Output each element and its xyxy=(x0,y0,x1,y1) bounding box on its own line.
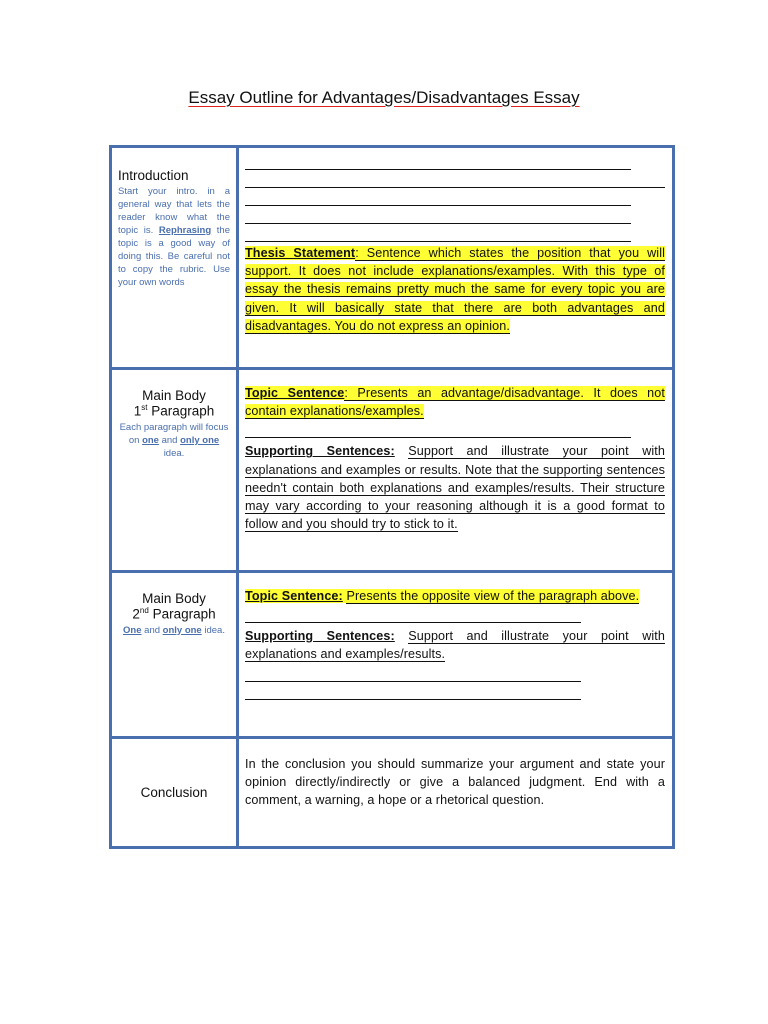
supporting-sentences-2 xyxy=(245,627,665,663)
main-body-1-note-and: and xyxy=(161,434,178,446)
topic-sentence-2-text: Presents the opposite view of the paragraph above. xyxy=(346,589,640,603)
only-one-link: only one xyxy=(162,624,202,636)
thesis-label: Thesis Statement xyxy=(245,246,356,260)
writing-line[interactable] xyxy=(245,152,631,170)
page-title: Essay Outline for Advantages/Disadvantages Essay xyxy=(188,88,580,107)
supporting-sentences-1-label: Supporting Sentences: xyxy=(245,444,395,459)
writing-line[interactable] xyxy=(245,664,581,682)
topic-sentence-2 xyxy=(245,587,665,605)
main-body-1-content-cell xyxy=(238,369,674,572)
main-body-1-label-cell xyxy=(111,369,238,572)
conclusion-label-cell xyxy=(111,738,238,848)
topic-sentence-1-text: : Presents an advantage/disadvantage. It does not contain explanations/examples. xyxy=(245,386,665,419)
main-body-2-note-part2: idea. xyxy=(204,624,225,636)
thesis-text: : Sentence which states the position that you will support. It does not include explanations/examples. With this type of essay the thesis remains pretty much the same for every topic you are given. It will basically state that there are both advantages and disadvantages. You do not express an opinion. xyxy=(245,246,665,333)
topic-sentence-1 xyxy=(245,384,665,420)
introduction-label-cell xyxy=(111,147,238,369)
main-body-1-heading-line2: 1st Paragraph xyxy=(133,403,215,419)
one-link: One xyxy=(123,624,142,636)
main-body-2-note-and: and xyxy=(144,624,161,636)
only-one-link: only one xyxy=(180,434,220,446)
writing-line[interactable] xyxy=(245,188,631,206)
main-body-1-note xyxy=(118,421,230,460)
main-body-2-heading-line1: Main Body xyxy=(142,591,206,606)
writing-line[interactable] xyxy=(245,682,581,700)
supporting-sentences-1 xyxy=(245,442,665,533)
introduction-note xyxy=(118,185,230,289)
conclusion-text: In the conclusion you should summarize your argument and state your opinion directly/indirectly or give a balanced judgment. End with a comment, a warning, a hope or a rhetorical question. xyxy=(245,757,665,808)
main-body-2-note xyxy=(118,624,230,637)
main-body-2-row xyxy=(111,572,674,738)
supporting-sentences-1-text: Support and illustrate your point with explanations and examples or results. Note that the supporting sentences needn't contain both explanations and examples/results. Their structure may vary according to your reasoning although it is a good format to follow and you should try to stick to it. xyxy=(245,444,665,532)
main-body-1-note-part2: idea. xyxy=(163,447,185,459)
introduction-content-cell xyxy=(238,147,674,369)
one-link: one xyxy=(142,434,159,446)
main-body-2-label-cell xyxy=(111,572,238,738)
main-body-1-heading xyxy=(118,388,230,419)
main-body-2-heading-line2: 2nd Paragraph xyxy=(132,606,216,622)
main-body-1-heading-line1: Main Body xyxy=(142,388,206,403)
writing-line[interactable] xyxy=(245,605,581,623)
main-body-1-row xyxy=(111,369,674,572)
introduction-note-part1: Start your intro. in a general way that lets the reader know what the topic is. xyxy=(118,186,230,236)
topic-sentence-1-label: Topic Sentence xyxy=(245,386,345,400)
introduction-row xyxy=(111,147,674,369)
main-body-1-note-part1: Each paragraph will focus on xyxy=(119,421,229,446)
topic-sentence-2-label: Topic Sentence: xyxy=(245,589,343,603)
thesis-statement xyxy=(245,244,665,335)
conclusion-heading: Conclusion xyxy=(140,785,208,800)
writing-line[interactable] xyxy=(245,170,665,188)
main-body-2-heading xyxy=(118,591,230,622)
outline-table xyxy=(109,145,675,849)
writing-line[interactable] xyxy=(245,224,631,242)
introduction-heading: Introduction xyxy=(118,168,189,183)
writing-line[interactable] xyxy=(245,420,631,438)
writing-line[interactable] xyxy=(245,206,631,224)
main-body-2-content-cell xyxy=(238,572,674,738)
supporting-sentences-2-text: Support and illustrate your point with explanations and examples/results. xyxy=(245,629,665,662)
conclusion-content-cell xyxy=(238,738,674,848)
supporting-sentences-2-label: Supporting Sentences: xyxy=(245,629,395,644)
introduction-note-part2: the topic is a good way of doing this. Be careful not to copy the rubric. Use your own words xyxy=(118,225,231,288)
rephrasing-link: Rephrasing xyxy=(158,225,212,236)
conclusion-row xyxy=(111,738,674,848)
